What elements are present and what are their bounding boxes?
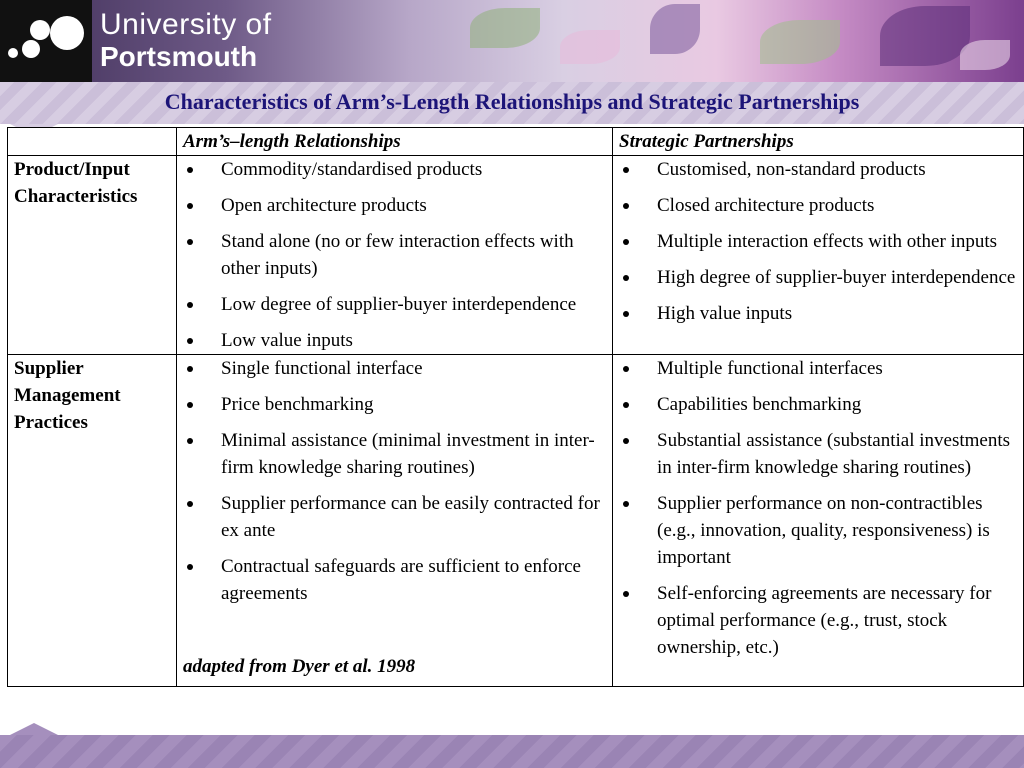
cell-arms-length-supplier: [177, 355, 613, 687]
list-item: Multiple interaction effects with other inputs: [619, 228, 1019, 255]
list-item: Multiple functional interfaces: [619, 355, 1019, 382]
list-item: Self-enforcing agreements are necessary for optimal performance (e.g., trust, stock ownership, etc.): [619, 580, 1019, 661]
list-item: Open architecture products: [183, 192, 608, 219]
row-label-product-input: Product/Input Characteristics: [8, 156, 177, 355]
slide-title: Characteristics of Arm’s-Length Relationships and Strategic Partnerships: [164, 89, 860, 114]
cell-arms-length-product: [177, 156, 613, 355]
cell-strategic-supplier: [613, 355, 1024, 687]
row-label-supplier-management: Supplier Management Practices: [8, 355, 177, 687]
decorative-leaf-icon: [560, 30, 620, 64]
list-item: High degree of supplier-buyer interdependence: [619, 264, 1019, 291]
comparison-table: [7, 127, 1024, 687]
decorative-leaf-icon: [470, 8, 540, 48]
list-item: Contractual safeguards are sufficient to enforce agreements: [183, 553, 608, 607]
header-banner: [0, 0, 1024, 82]
list-item: Minimal assistance (minimal investment in inter-firm knowledge sharing routines): [183, 427, 608, 481]
source-note: adapted from Dyer et al. 1998: [183, 656, 416, 677]
list-item: Commodity/standardised products: [183, 156, 608, 183]
list-item: Low degree of supplier-buyer interdependence: [183, 291, 608, 318]
university-wordmark: [100, 10, 272, 71]
wordmark-line1: University of: [100, 8, 272, 41]
list-item: Supplier performance on non-contractibles (e.g., innovation, quality, responsiveness) is important: [619, 490, 1019, 571]
col-header-arms-length: Arm’s–length Relationships: [177, 128, 613, 156]
university-logo-mark: [0, 0, 92, 82]
footer-band: [0, 735, 1024, 768]
decorative-leaf-icon: [880, 6, 970, 66]
list-item: Closed architecture products: [619, 192, 1019, 219]
list-item: Supplier performance can be easily contracted for ex ante: [183, 490, 608, 544]
list-item: Stand alone (no or few interaction effects with other inputs): [183, 228, 608, 282]
list-item: Customised, non-standard products: [619, 156, 1019, 183]
wordmark-line2: Portsmouth: [100, 41, 258, 72]
table-row: [8, 355, 1024, 687]
footer-notch: [10, 723, 58, 735]
list-item: Capabilities benchmarking: [619, 391, 1019, 418]
list-item: Price benchmarking: [183, 391, 608, 418]
decorative-leaf-icon: [760, 20, 840, 64]
header-empty-cell: [8, 128, 177, 156]
cell-strategic-product: [613, 156, 1024, 355]
list-item: Substantial assistance (substantial investments in inter-firm knowledge sharing routines): [619, 427, 1019, 481]
table-row: [8, 156, 1024, 355]
col-header-strategic: Strategic Partnerships: [613, 128, 1024, 156]
decorative-leaf-icon: [650, 4, 700, 54]
list-item: High value inputs: [619, 300, 1019, 327]
list-item: Low value inputs: [183, 327, 608, 354]
table-header-row: [8, 128, 1024, 156]
decorative-leaf-icon: [960, 40, 1010, 70]
list-item: Single functional interface: [183, 355, 608, 382]
